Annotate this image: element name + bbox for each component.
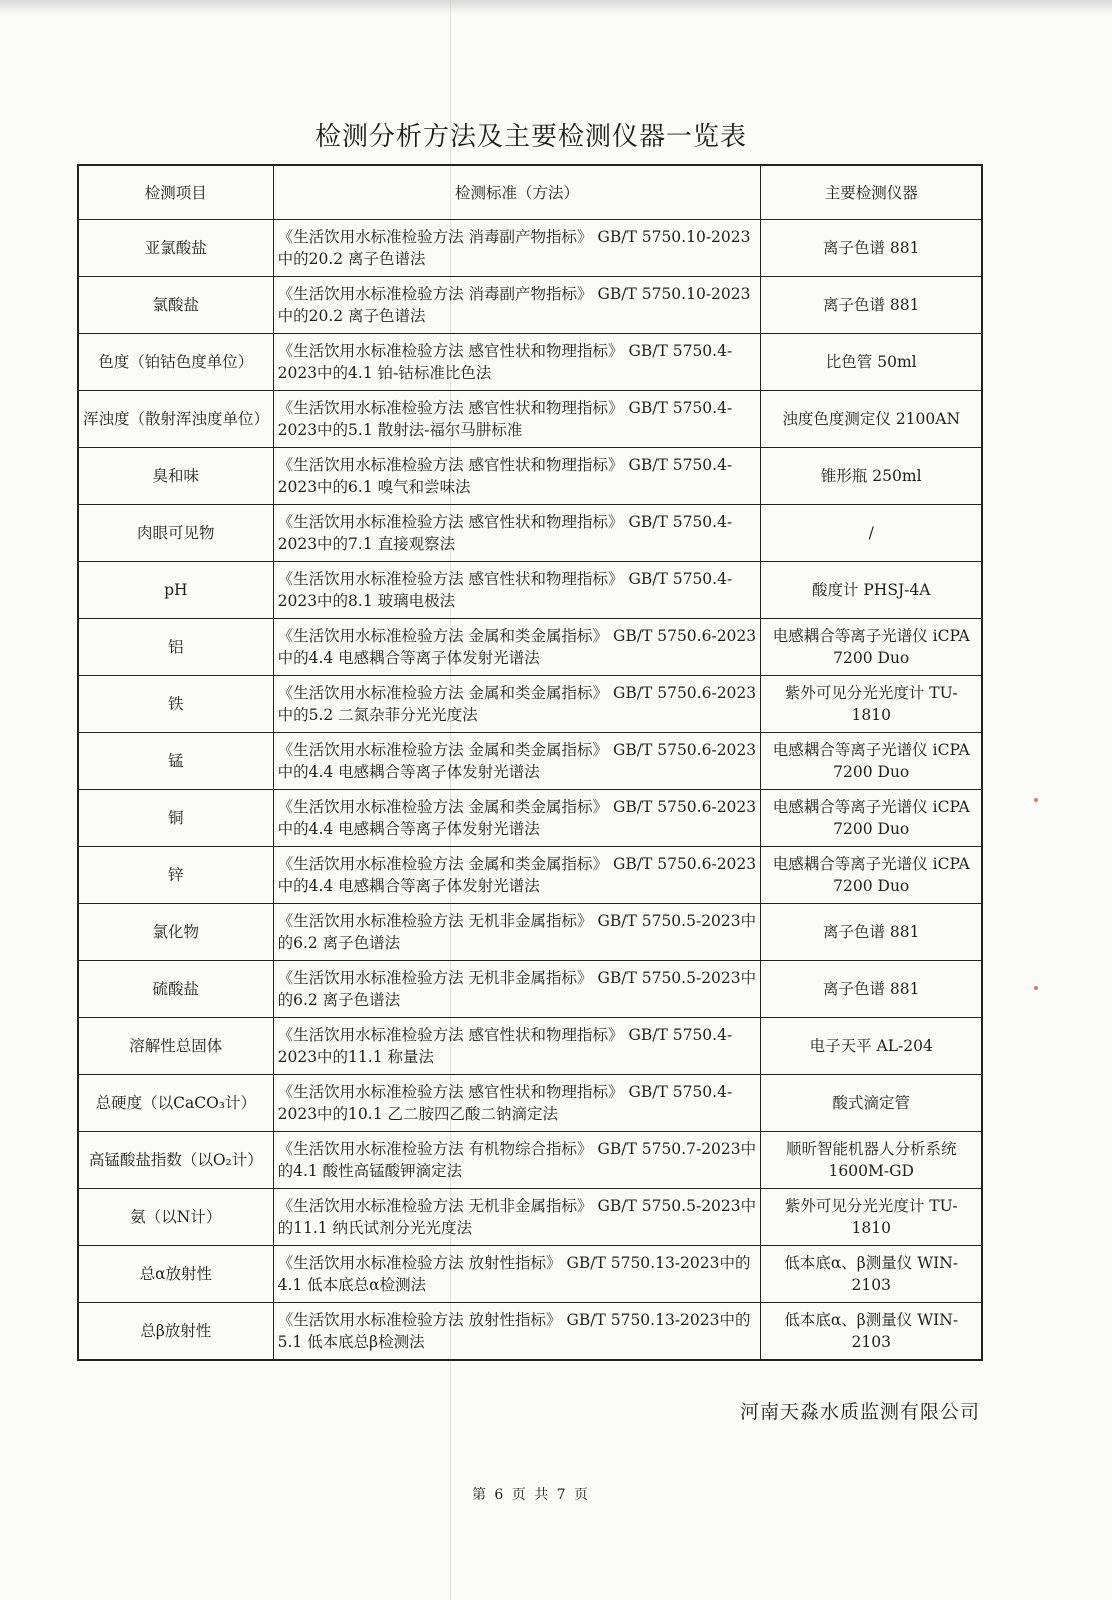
row-item-cell: 总硬度（以CaCO₃计） [78,1075,273,1132]
table-row [78,1132,982,1189]
row-item-cell: 氨（以N计） [78,1189,273,1246]
row-standard-cell: 《生活饮用水标准检验方法 金属和类金属指标》 GB/T 5750.6-2023中的4.4 电感耦合等离子体发射光谱法 [273,733,761,790]
row-item-cell: 硫酸盐 [78,961,273,1018]
table-row [78,733,982,790]
row-item-cell: 铁 [78,676,273,733]
row-standard-cell: 《生活饮用水标准检验方法 感官性状和物理指标》 GB/T 5750.4-2023中的11.1 称量法 [273,1018,761,1075]
row-instrument-cell: 锥形瓶 250ml [761,448,982,505]
row-instrument-cell: 电感耦合等离子光谱仪 iCPA 7200 Duo [761,619,982,676]
row-instrument-cell: 紫外可见分光光度计 TU-1810 [761,676,982,733]
row-instrument-cell: 低本底α、β测量仪 WIN-2103 [761,1246,982,1303]
row-standard-cell: 《生活饮用水标准检验方法 无机非金属指标》 GB/T 5750.5-2023中的11.1 纳氏试剂分光光度法 [273,1189,761,1246]
row-item-cell: 浑浊度（散射浑浊度单位） [78,391,273,448]
row-standard-cell: 《生活饮用水标准检验方法 无机非金属指标》 GB/T 5750.5-2023中的6.2 离子色谱法 [273,904,761,961]
row-standard-cell: 《生活饮用水标准检验方法 金属和类金属指标》 GB/T 5750.6-2023中的4.4 电感耦合等离子体发射光谱法 [273,619,761,676]
row-instrument-cell: 顺昕智能机器人分析系统 1600M-GD [761,1132,982,1189]
row-instrument-cell: 电子天平 AL-204 [761,1018,982,1075]
table-row [78,1303,982,1360]
row-item-cell: 锌 [78,847,273,904]
row-standard-cell: 《生活饮用水标准检验方法 有机物综合指标》 GB/T 5750.7-2023中的4.1 酸性高锰酸钾滴定法 [273,1132,761,1189]
row-instrument-cell: 电感耦合等离子光谱仪 iCPA 7200 Duo [761,733,982,790]
table-row [78,334,982,391]
table-header-row [78,165,982,220]
row-item-cell: 氯酸盐 [78,277,273,334]
row-item-cell: 肉眼可见物 [78,505,273,562]
row-standard-cell: 《生活饮用水标准检验方法 放射性指标》 GB/T 5750.13-2023中的4.1 低本底总α检测法 [273,1246,761,1303]
table-row [78,562,982,619]
scan-speck [1034,986,1038,990]
row-standard-cell: 《生活饮用水标准检验方法 消毒副产物指标》 GB/T 5750.10-2023中的20.2 离子色谱法 [273,220,761,277]
row-instrument-cell: 离子色谱 881 [761,904,982,961]
row-instrument-cell: 离子色谱 881 [761,220,982,277]
row-instrument-cell: 浊度色度测定仪 2100AN [761,391,982,448]
row-standard-cell: 《生活饮用水标准检验方法 无机非金属指标》 GB/T 5750.5-2023中的6.2 离子色谱法 [273,961,761,1018]
row-instrument-cell: 离子色谱 881 [761,277,982,334]
header-item: 检测项目 [78,165,273,220]
row-instrument-cell: 紫外可见分光光度计 TU-1810 [761,1189,982,1246]
row-item-cell: 铜 [78,790,273,847]
row-standard-cell: 《生活饮用水标准检验方法 感官性状和物理指标》 GB/T 5750.4-2023中的10.1 乙二胺四乙酸二钠滴定法 [273,1075,761,1132]
row-item-cell: 亚氯酸盐 [78,220,273,277]
table-row [78,904,982,961]
row-item-cell: 高锰酸盐指数（以O₂计） [78,1132,273,1189]
row-item-cell: 溶解性总固体 [78,1018,273,1075]
row-standard-cell: 《生活饮用水标准检验方法 感官性状和物理指标》 GB/T 5750.4-2023中的5.1 散射法-福尔马肼标准 [273,391,761,448]
table-row [78,505,982,562]
scan-speck [1034,798,1038,802]
row-instrument-cell: 离子色谱 881 [761,961,982,1018]
row-standard-cell: 《生活饮用水标准检验方法 感官性状和物理指标》 GB/T 5750.4-2023中的7.1 直接观察法 [273,505,761,562]
row-instrument-cell: 比色管 50ml [761,334,982,391]
row-standard-cell: 《生活饮用水标准检验方法 感官性状和物理指标》 GB/T 5750.4-2023中的6.1 嗅气和尝味法 [273,448,761,505]
company-name: 河南天淼水质监测有限公司 [739,1401,980,1423]
row-standard-cell: 《生活饮用水标准检验方法 金属和类金属指标》 GB/T 5750.6-2023中的4.4 电感耦合等离子体发射光谱法 [273,790,761,847]
row-standard-cell: 《生活饮用水标准检验方法 感官性状和物理指标》 GB/T 5750.4-2023中的8.1 玻璃电极法 [273,562,761,619]
methods-table [77,164,983,1361]
table-row [78,1075,982,1132]
row-instrument-cell: 低本底α、β测量仪 WIN-2103 [761,1303,982,1360]
table-row [78,277,982,334]
table-row [78,1246,982,1303]
row-standard-cell: 《生活饮用水标准检验方法 感官性状和物理指标》 GB/T 5750.4-2023中的4.1 铂-钴标准比色法 [273,334,761,391]
row-item-cell: 色度（铂钴色度单位） [78,334,273,391]
table-row [78,220,982,277]
row-standard-cell: 《生活饮用水标准检验方法 金属和类金属指标》 GB/T 5750.6-2023中的4.4 电感耦合等离子体发射光谱法 [273,847,761,904]
row-standard-cell: 《生活饮用水标准检验方法 金属和类金属指标》 GB/T 5750.6-2023中的5.2 二氮杂菲分光光度法 [273,676,761,733]
scan-top-shadow [0,0,1112,14]
table-row [78,391,982,448]
row-item-cell: 锰 [78,733,273,790]
row-instrument-cell: 酸度计 PHSJ-4A [761,562,982,619]
row-instrument-cell: 电感耦合等离子光谱仪 iCPA 7200 Duo [761,790,982,847]
row-item-cell: 铝 [78,619,273,676]
row-item-cell: 总α放射性 [78,1246,273,1303]
row-item-cell: 臭和味 [78,448,273,505]
table-row [78,790,982,847]
row-instrument-cell: / [761,505,982,562]
row-item-cell: 总β放射性 [78,1303,273,1360]
row-instrument-cell: 酸式滴定管 [761,1075,982,1132]
header-instrument: 主要检测仪器 [761,165,982,220]
table-row [78,1189,982,1246]
page-number: 第 6 页 共 7 页 [471,1487,591,1503]
row-instrument-cell: 电感耦合等离子光谱仪 iCPA 7200 Duo [761,847,982,904]
header-standard: 检测标准（方法） [273,165,761,220]
table-row [78,961,982,1018]
row-standard-cell: 《生活饮用水标准检验方法 消毒副产物指标》 GB/T 5750.10-2023中的20.2 离子色谱法 [273,277,761,334]
row-item-cell: pH [78,562,273,619]
table-row [78,676,982,733]
page-title: 检测分析方法及主要检测仪器一览表 [314,122,747,152]
row-item-cell: 氯化物 [78,904,273,961]
table-row [78,847,982,904]
table-row [78,448,982,505]
table-row [78,1018,982,1075]
row-standard-cell: 《生活饮用水标准检验方法 放射性指标》 GB/T 5750.13-2023中的5.1 低本底总β检测法 [273,1303,761,1360]
table-row [78,619,982,676]
